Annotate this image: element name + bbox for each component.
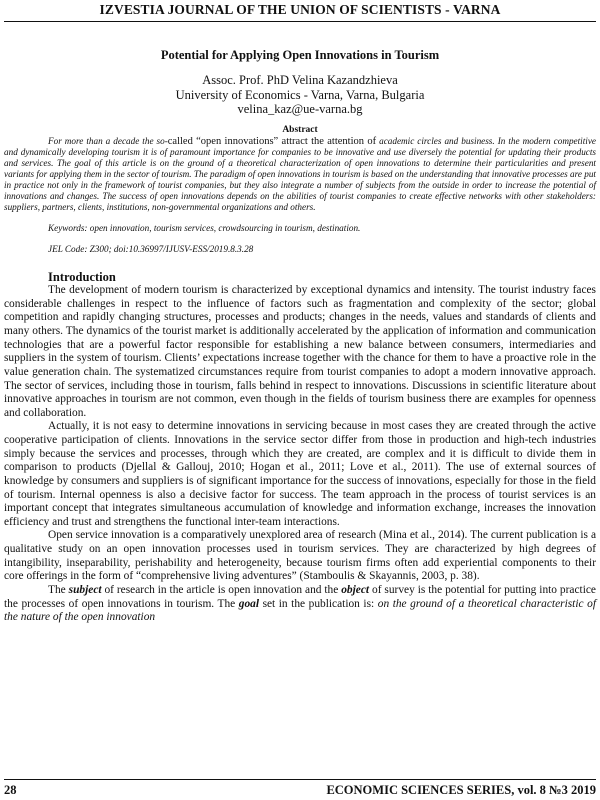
author-email: velina_kaz@ue-varna.bg bbox=[237, 102, 363, 116]
paragraph-1: The development of modern tourism is characterized by exceptional dynamics and intensity. The tourist industry faces considerable challenges in respect to the influence of factors such as fragmentation and complexity of the sector; global competition and rapidly changing structures, processes and products; changes in the needs, values and standards of clients and many others. The dynamics of the tourist market is additionally accelerated by the application of information and communication technologies that are a powerful factor responsible for establishing a new balance between consumers, intermediaries and suppliers in the system of tourism. Clients’ expectations increase together with the chance for them to have a proactive role in the value generation chain. The systematized circumstances require from tourist companies to adopt a modern innovative approach. The sector of services, including those in tourism, falls behind in respect to innovations. Discussions in scientific literature about innovative approaches in tourism are not common, even though in the fields of tourism business there are examples for openness and collaboration. bbox=[4, 284, 596, 419]
article-title: Potential for Applying Open Innovations in Tourism bbox=[160, 48, 440, 62]
abstract-heading: Abstract bbox=[282, 124, 318, 135]
introduction-heading: Introduction bbox=[48, 270, 116, 285]
footer-rule bbox=[4, 779, 596, 780]
p4-text-d: set in the publication is: bbox=[259, 597, 378, 610]
p4-subject: subject bbox=[68, 583, 102, 596]
paragraph-3: Open service innovation is a comparatively unexplored area of research (Mina et al., 2014). The current publication is a qualitative study on an open innovation processes used in tourism services. They are characterized by high degrees of intangibility, inseparability, perishability and heterogeneity, because tourism firms often add experiential components to their core offerings in the form of “comprehensive living adventures” (Stamboulis & Skayannis, 2003, p. 38). bbox=[4, 529, 596, 583]
p4-goal: goal bbox=[238, 597, 260, 610]
p4-text-a: The bbox=[48, 583, 69, 596]
p4-italic: on the ground of a theoretical characteristic of the nature of the open innovation bbox=[4, 597, 596, 624]
jel-code: JEL Code: Z300; doi:10.36997/IJUSV-ESS/2019.8.3.28 bbox=[48, 244, 254, 255]
p4-text-b: of research in the article is open innovation and the bbox=[101, 583, 342, 596]
abstract-lead: For more than a decade the so- bbox=[48, 135, 168, 146]
abstract-text bbox=[4, 136, 596, 214]
journal-header: IZVESTIA JOURNAL OF THE UNION OF SCIENTISTS - VARNA bbox=[99, 2, 501, 17]
paragraph-2: Actually, it is not easy to determine innovations in servicing because in most cases they are created through the active cooperative participation of clients. Innovations in the service sector differ from those in production and high-tech industries simply because the services and processes, through which they are created, are complex and it is difficult to divide them in comparison to products (Djellal & Gallouj, 2010; Hogan et al., 2011; Love et al., 2011). The use of external sources of knowledge by consumers and suppliers is of significant importance for the success of innovations, especially for those in the field of tourism. Internal openness is also a decisive factor for success. The team approach in the process of tourist services is an important concept that integrates simultaneous accumulation of knowledge and information exchange, increases the innovation efficiency and trust and strengthens the functional inter-team interactions. bbox=[4, 420, 596, 528]
page-number: 28 bbox=[4, 783, 17, 797]
paragraph-4 bbox=[4, 584, 596, 625]
keywords: Keywords: open innovation, tourism services, crowdsourcing in tourism, destination. bbox=[48, 223, 361, 234]
series-label: ECONOMIC SCIENCES SERIES, vol. 8 №3 2019 bbox=[326, 783, 596, 797]
header-rule bbox=[4, 21, 596, 22]
p4-object: object bbox=[341, 583, 370, 596]
abstract-rest: academic circles and business. In the modern competitive and dynamically developing tourism it is of paramount importance for companies to be innovative and use diversely the potential for updating their products and services. The goal of this article is on the ground of a theoretical characterization of open innovations to determine their particularities and present variants for applying them in the sector of tourism. The paradigm of open innovations in tourism is based on the understanding that innovative processes are put in practice not only in the framework of tourist companies, but they also integrate a number of subjects from the outside in order to increase the potential of innovations and changes. The success of open innovations depends on the abilities of tourist companies to create effective networks with other stakeholders: suppliers, partners, clients, institutions, non-governmental organizations and others. bbox=[4, 135, 596, 213]
page-footer bbox=[4, 782, 596, 798]
abstract-upright: called “open innovations” attract the attention of bbox=[167, 135, 377, 147]
p4-text-c: of survey is the potential for putting into practice the processes of open innovations in tourism. The bbox=[4, 583, 596, 610]
author-name: Assoc. Prof. PhD Velina Kazandzhieva bbox=[202, 73, 398, 87]
author-affiliation: University of Economics - Varna, Varna, Bulgaria bbox=[175, 87, 425, 102]
article-body bbox=[4, 48, 596, 625]
